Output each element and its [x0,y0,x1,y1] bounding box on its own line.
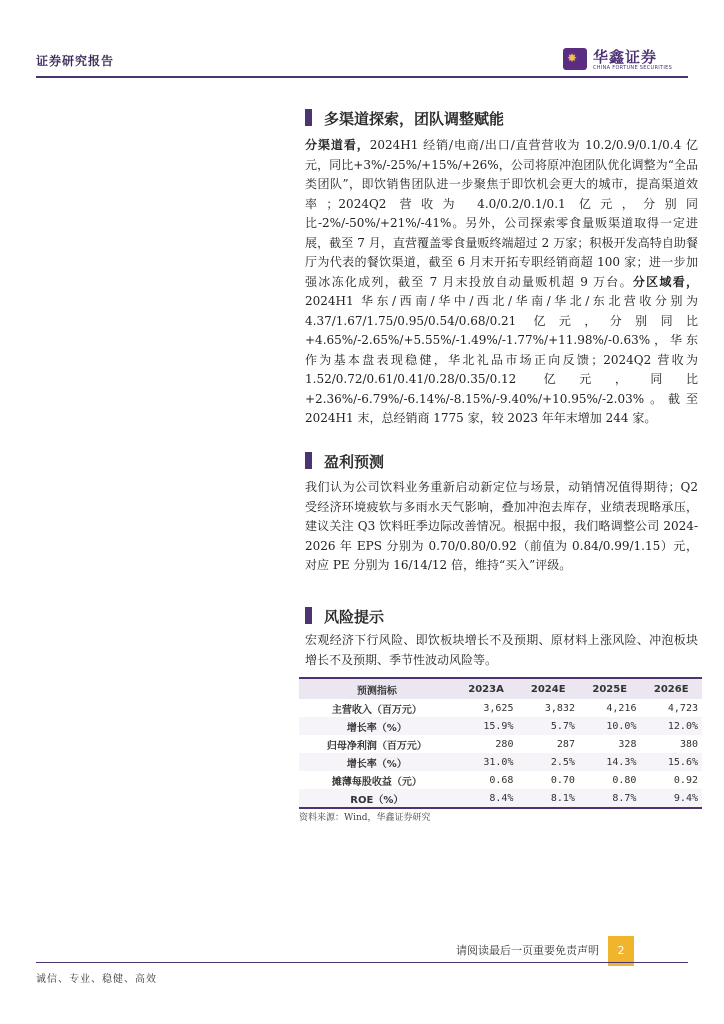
table-cell: 12.0% [640,717,702,735]
table-row [299,753,702,771]
channel-region-paragraph [305,136,698,429]
heading-bar-icon [305,607,312,624]
table-header-cell: 2024E [517,678,579,699]
heading-bar-icon [305,452,312,469]
table-cell: 380 [679,738,698,750]
table-header-row [299,678,702,699]
company-logo [563,46,693,74]
section-title: 多渠道探索，团队调整赋能 [324,110,505,128]
table-cell: 280 [495,738,514,750]
forecast-table [299,677,702,809]
table-cell: 0.92 [673,774,698,786]
table-row [299,717,702,735]
forecast-paragraph: 我们认为公司饮料业务重新启动新定位与场景，动销情况值得期待；Q2 受经济环境疲软与多雨水天气影响，叠加冲泡去库存，业绩表现略承压，建议关注 Q3 饮料旺季边际改善情况。根据中报，我们略调整公司 2024-2026 年 EPS 分别为 0.70/0.80/0.92（前值为 0.84/0.99/1.15）元，对应 PE 分别为 16/14/12 倍，维持“买入”评级。 [305,480,698,572]
table-cell: 9.4% [640,789,702,808]
table-cell: 10.0% [579,717,641,735]
table-row-label: 摊薄每股收益（元） [331,776,422,788]
table-row [299,735,702,753]
table-row-label: 归母净利润（百万元） [326,740,427,752]
table-cell: 15.6% [640,753,702,771]
table-cell: 0.68 [489,774,514,786]
table-cell: 15.9% [455,717,518,735]
lead-channel: 分渠道看， [305,138,370,152]
logo-chinese-name: 华鑫证券 [593,48,658,66]
channel-text: 2024H1 经销/电商/出口/直营营收为 10.2/0.9/0.1/0.4 亿元，同比+3%/-25%/+15%/+26%，公司将原冲泡团队优化调整为“全品类团队”，即饮销售团队进一步聚焦于即饮机会更大的城市，提高渠道效率；2024Q2 营收为 4.0/0.2/0.1/0.1 亿元，分别同比-2%/-50%/+21%/-41%。另外，公司探索零食量贩渠道取得一定进展，截至 7 月，直营覆盖零食量贩终端超过 2 万家；积极开发高特自助餐厅为代表的餐饮渠道，截至 6 月末开拓专职经销商超 100 家；进一步加强冰冻化成列，截至 7 月末投放自动量贩机超 9 万台。 [305,138,698,289]
logo-mark-icon: ✸ [563,48,587,70]
table-cell: 14.3% [579,753,641,771]
table-cell: 0.70 [550,774,575,786]
table-cell: 3,625 [483,702,514,714]
lead-region: 分区域看， [632,274,698,289]
table-cell: 8.7% [579,789,641,808]
disclaimer-link[interactable]: 请阅读最后一页重要免责声明 [456,944,599,957]
region-text: 2024H1 华东/西南/华中/西北/华南/华北/东北营收分别为 4.37/1.67/1.75/0.95/0.54/0.68/0.21 亿元，分别同比+4.65%/-2.65%/+5.55%/-1.49%/-1.77%/+11.98%/-0.63%，华东作为基本盘表现稳健，华北礼品市场正向反馈；2024Q2 营收为 1.52/0.72/0.61/0.41/0.28/0.35/0.12 亿元，同比+2.36%/-6.79%/-6.14%/-8.15%/-9.40%/+10.95%/-2.03%。截至 2024H1 末，总经销商 1775 家，较 2023 年年末增加 244 家。 [305,294,698,425]
table-cell: 287 [556,738,575,750]
document-type-label: 证券研究报告 [36,54,115,68]
table-cell: 328 [618,738,637,750]
footer-motto: 诚信、专业、稳健、高效 [36,974,157,985]
table-cell: 8.4% [455,789,518,808]
table-header-cell: 预测指标 [299,678,455,699]
table-cell: 31.0% [455,753,518,771]
section-title: 盈利预测 [324,453,385,471]
table-row [299,699,702,717]
table-header-cell: 2025E [579,678,641,699]
table-row [299,771,702,789]
section-heading-forecast [305,451,384,471]
table-header-cell: 2026E [640,678,702,699]
header-divider [36,76,688,78]
logo-english-name: CHINA FORTUNE SECURITIES [593,65,673,71]
table-header-cell: 2023A [455,678,518,699]
table-row [299,789,702,808]
table-cell: 2.5% [517,753,579,771]
table-row-label: 主营收入（百万元） [331,704,422,716]
heading-bar-icon [305,109,312,126]
table-cell: 3,832 [544,702,575,714]
table-row-label: 增长率（%） [299,717,455,735]
table-cell: 4,723 [667,702,698,714]
footer-divider [36,962,688,963]
table-cell: 0.80 [612,774,637,786]
table-source-note: 资料来源：Wind，华鑫证券研究 [299,813,431,823]
risk-paragraph: 宏观经济下行风险、即饮板块增长不及预期、原材料上涨风险、冲泡板块增长不及预期、季节性波动风险等。 [305,633,698,667]
table-cell: 4,216 [606,702,637,714]
table-cell: 5.7% [517,717,579,735]
section-heading-channels [305,108,504,128]
table-row-label: 增长率（%） [299,753,455,771]
section-title: 风险提示 [324,608,385,626]
table-row-label: ROE（%） [299,789,455,808]
table-cell: 8.1% [517,789,579,808]
page-number: 2 [608,936,634,966]
section-heading-risk [305,606,384,626]
